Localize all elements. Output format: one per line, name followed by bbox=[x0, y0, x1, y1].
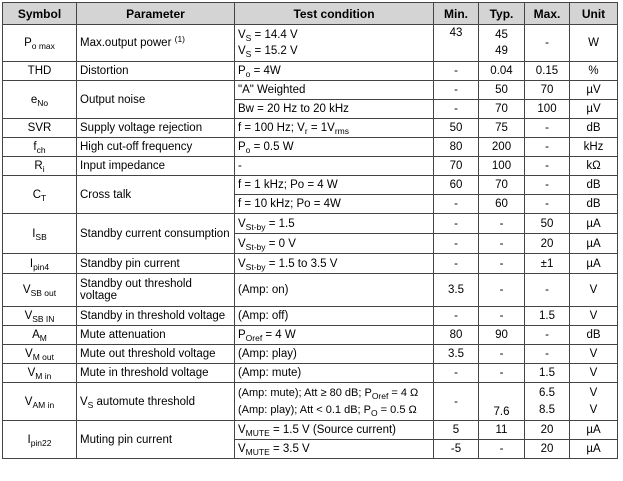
parameter-cell: Distortion bbox=[77, 62, 235, 81]
typ-cell: - bbox=[479, 274, 525, 307]
condition-cell: (Amp: off) bbox=[235, 307, 434, 326]
condition-cell: $P_o = 0.5$ W bbox=[235, 138, 434, 157]
condition-cell: (Amp: mute); Att ≥ 80 dB; $P_{Oref} = 4$ Ω (Amp: play); Att < 0.1 dB; $P_O = 0.5$ Ω bbox=[235, 383, 434, 421]
condition-cell: Bw = 20 Hz to 20 kHz bbox=[235, 100, 434, 119]
typ-cell: - bbox=[479, 307, 525, 326]
unit-cell: µV bbox=[570, 81, 618, 100]
typ-cell: 70 bbox=[479, 100, 525, 119]
min-cell: - bbox=[434, 383, 479, 421]
row-ri bbox=[3, 157, 618, 176]
max-cell: - bbox=[525, 195, 570, 214]
max-cell: - bbox=[525, 138, 570, 157]
typ-cell: - bbox=[479, 364, 525, 383]
symbol-cell: SVR bbox=[3, 119, 77, 138]
min-cell: 3.5 bbox=[434, 274, 479, 307]
row-ipin22-1 bbox=[3, 421, 618, 440]
max-cell: 50 bbox=[525, 214, 570, 234]
unit-cell: µA bbox=[570, 254, 618, 274]
min-cell: 3.5 bbox=[434, 345, 479, 364]
symbol-cell: $e_{No}$ bbox=[3, 81, 77, 119]
parameter-cell: Standby pin current bbox=[77, 254, 235, 274]
typ-cell: 75 bbox=[479, 119, 525, 138]
unit-cell: V bbox=[570, 364, 618, 383]
min-cell: -5 bbox=[434, 440, 479, 459]
condition-cell: (Amp: mute) bbox=[235, 364, 434, 383]
row-thd bbox=[3, 62, 618, 81]
row-ipin4 bbox=[3, 254, 618, 274]
max-cell: - bbox=[525, 157, 570, 176]
row-ct-1 bbox=[3, 176, 618, 195]
symbol-cell: $I_{SB}$ bbox=[3, 214, 77, 254]
typ-cell: - bbox=[479, 440, 525, 459]
parameter-cell: Standby out threshold voltage bbox=[77, 274, 235, 307]
condition-cell: $V_S = 14.4$ V $V_S = 15.2$ V bbox=[235, 25, 434, 62]
unit-cell: V bbox=[570, 307, 618, 326]
unit-cell: % bbox=[570, 62, 618, 81]
symbol-cell: $V_{SB IN}$ bbox=[3, 307, 77, 326]
min-cell: 80 bbox=[434, 138, 479, 157]
typ-cell: 7.6 bbox=[479, 383, 525, 421]
condition-cell: (Amp: play) bbox=[235, 345, 434, 364]
max-cell: - bbox=[525, 25, 570, 62]
max-cell: ±1 bbox=[525, 254, 570, 274]
min-cell: - bbox=[434, 307, 479, 326]
typ-cell: 90 bbox=[479, 326, 525, 345]
condition-cell: $V_{St-by} = 1.5$ to 3.5 V bbox=[235, 254, 434, 274]
symbol-cell: THD bbox=[3, 62, 77, 81]
row-po-max bbox=[3, 25, 618, 62]
condition-cell: "A" Weighted bbox=[235, 81, 434, 100]
header-unit: Unit bbox=[570, 3, 618, 25]
typ-cell: - bbox=[479, 214, 525, 234]
parameter-cell: $V_S$ automute threshold bbox=[77, 383, 235, 421]
parameter-cell: Muting pin current bbox=[77, 421, 235, 459]
row-vm-in bbox=[3, 364, 618, 383]
unit-cell: dB bbox=[570, 195, 618, 214]
symbol-cell: $f_{ch}$ bbox=[3, 138, 77, 157]
max-cell: 1.5 bbox=[525, 364, 570, 383]
header-test-condition: Test condition bbox=[235, 3, 434, 25]
row-vm-out bbox=[3, 345, 618, 364]
condition-cell: $V_{MUTE} = 3.5$ V bbox=[235, 440, 434, 459]
symbol-cell: $R_i$ bbox=[3, 157, 77, 176]
unit-cell: µA bbox=[570, 234, 618, 254]
symbol-cell: $P_{o max}$ bbox=[3, 25, 77, 62]
condition-cell: $P_{Oref} = 4$ W bbox=[235, 326, 434, 345]
header-row bbox=[3, 3, 618, 25]
parameter-cell: Mute attenuation bbox=[77, 326, 235, 345]
header-symbol: Symbol bbox=[3, 3, 77, 25]
parameter-cell: Standby current consumption bbox=[77, 214, 235, 254]
min-cell: - bbox=[434, 214, 479, 234]
typ-cell: 11 bbox=[479, 421, 525, 440]
row-svr bbox=[3, 119, 618, 138]
max-cell: - bbox=[525, 119, 570, 138]
unit-cell: V bbox=[570, 274, 618, 307]
parameter-cell: High cut-off frequency bbox=[77, 138, 235, 157]
condition-cell: - bbox=[235, 157, 434, 176]
min-cell: - bbox=[434, 81, 479, 100]
min-cell: 43 bbox=[434, 25, 479, 62]
unit-cell: V V bbox=[570, 383, 618, 421]
min-cell: 50 bbox=[434, 119, 479, 138]
max-cell: 6.5 8.5 bbox=[525, 383, 570, 421]
min-cell: - bbox=[434, 62, 479, 81]
typ-cell: 200 bbox=[479, 138, 525, 157]
unit-cell: dB bbox=[570, 119, 618, 138]
symbol-cell: $C_T$ bbox=[3, 176, 77, 214]
row-vam-in bbox=[3, 383, 618, 421]
unit-cell: µA bbox=[570, 214, 618, 234]
header-max: Max. bbox=[525, 3, 570, 25]
symbol-cell: $I_{pin4}$ bbox=[3, 254, 77, 274]
min-cell: 5 bbox=[434, 421, 479, 440]
symbol-cell: $A_M$ bbox=[3, 326, 77, 345]
unit-cell: µV bbox=[570, 100, 618, 119]
row-eno-1 bbox=[3, 81, 618, 100]
max-cell: 0.15 bbox=[525, 62, 570, 81]
unit-cell: V bbox=[570, 345, 618, 364]
row-am bbox=[3, 326, 618, 345]
spec-table-container bbox=[2, 2, 618, 459]
unit-cell: dB bbox=[570, 176, 618, 195]
header-typ: Typ. bbox=[479, 3, 525, 25]
header-parameter: Parameter bbox=[77, 3, 235, 25]
max-cell: 20 bbox=[525, 440, 570, 459]
min-cell: 80 bbox=[434, 326, 479, 345]
parameter-cell: Output noise bbox=[77, 81, 235, 119]
typ-cell: - bbox=[479, 234, 525, 254]
condition-cell: $P_o = 4W$ bbox=[235, 62, 434, 81]
condition-cell: $V_{St-by} = 1.5$ bbox=[235, 214, 434, 234]
electrical-characteristics-table bbox=[2, 2, 618, 459]
parameter-cell: Standby in threshold voltage bbox=[77, 307, 235, 326]
symbol-cell: $V_{M in}$ bbox=[3, 364, 77, 383]
max-cell: 70 bbox=[525, 81, 570, 100]
min-cell: - bbox=[434, 364, 479, 383]
unit-cell: W bbox=[570, 25, 618, 62]
max-cell: - bbox=[525, 176, 570, 195]
min-cell: 60 bbox=[434, 176, 479, 195]
min-cell: - bbox=[434, 234, 479, 254]
condition-cell: f = 10 kHz; Po = 4W bbox=[235, 195, 434, 214]
symbol-cell: $V_{AM in}$ bbox=[3, 383, 77, 421]
max-cell: 1.5 bbox=[525, 307, 570, 326]
typ-cell: 45 49 bbox=[479, 25, 525, 62]
min-cell: - bbox=[434, 195, 479, 214]
symbol-cell: $V_{SB out}$ bbox=[3, 274, 77, 307]
unit-cell: kΩ bbox=[570, 157, 618, 176]
parameter-cell: Input impedance bbox=[77, 157, 235, 176]
typ-cell: 70 bbox=[479, 176, 525, 195]
max-cell: - bbox=[525, 345, 570, 364]
header-min: Min. bbox=[434, 3, 479, 25]
unit-cell: µA bbox=[570, 440, 618, 459]
condition-cell: $V_{St-by} = 0$ V bbox=[235, 234, 434, 254]
row-vsb-in bbox=[3, 307, 618, 326]
parameter-cell: Mute out threshold voltage bbox=[77, 345, 235, 364]
row-vsb-out bbox=[3, 274, 618, 307]
max-cell: 100 bbox=[525, 100, 570, 119]
typ-cell: 0.04 bbox=[479, 62, 525, 81]
parameter-cell: Mute in threshold voltage bbox=[77, 364, 235, 383]
unit-cell: µA bbox=[570, 421, 618, 440]
typ-cell: - bbox=[479, 254, 525, 274]
max-cell: 20 bbox=[525, 234, 570, 254]
unit-cell: kHz bbox=[570, 138, 618, 157]
condition-cell: (Amp: on) bbox=[235, 274, 434, 307]
max-cell: 20 bbox=[525, 421, 570, 440]
condition-cell: f = 100 Hz; $V_r = 1V_{rms}$ bbox=[235, 119, 434, 138]
condition-cell: $V_{MUTE} = 1.5$ V (Source current) bbox=[235, 421, 434, 440]
min-cell: - bbox=[434, 100, 479, 119]
parameter-cell: Max.output power $^{(1)}$ bbox=[77, 25, 235, 62]
typ-cell: 60 bbox=[479, 195, 525, 214]
typ-cell: 100 bbox=[479, 157, 525, 176]
parameter-cell: Cross talk bbox=[77, 176, 235, 214]
symbol-cell: $V_{M out}$ bbox=[3, 345, 77, 364]
min-cell: - bbox=[434, 254, 479, 274]
row-fch bbox=[3, 138, 618, 157]
symbol-cell: $I_{pin22}$ bbox=[3, 421, 77, 459]
max-cell: - bbox=[525, 326, 570, 345]
parameter-cell: Supply voltage rejection bbox=[77, 119, 235, 138]
unit-cell: dB bbox=[570, 326, 618, 345]
max-cell: - bbox=[525, 274, 570, 307]
condition-cell: f = 1 kHz; Po = 4 W bbox=[235, 176, 434, 195]
typ-cell: 50 bbox=[479, 81, 525, 100]
typ-cell: - bbox=[479, 345, 525, 364]
row-isb-1 bbox=[3, 214, 618, 234]
min-cell: 70 bbox=[434, 157, 479, 176]
